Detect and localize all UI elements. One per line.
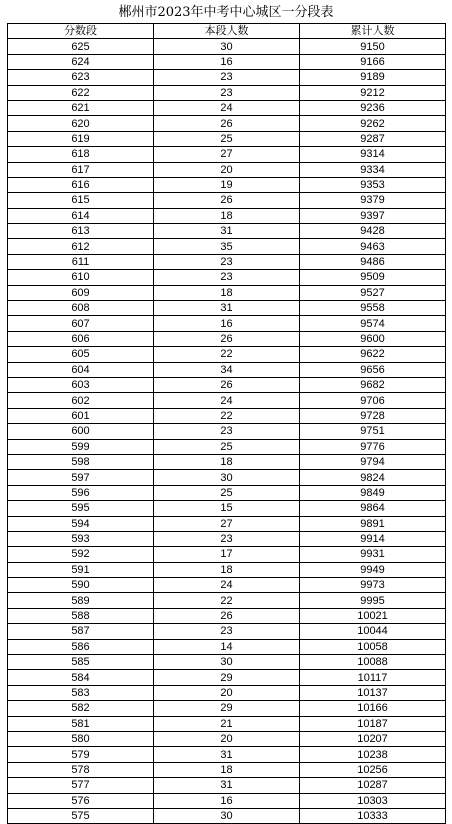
segment-count-cell: 30 bbox=[154, 808, 300, 823]
score-cell: 615 bbox=[8, 193, 154, 208]
cumulative-count-cell: 10256 bbox=[300, 762, 446, 777]
segment-count-cell: 31 bbox=[154, 778, 300, 793]
table-row bbox=[8, 362, 446, 377]
segment-count-cell: 23 bbox=[154, 254, 300, 269]
segment-count-cell: 22 bbox=[154, 408, 300, 423]
score-cell: 608 bbox=[8, 301, 154, 316]
table-row bbox=[8, 316, 446, 331]
segment-count-cell: 30 bbox=[154, 39, 300, 54]
cumulative-count-cell: 10117 bbox=[300, 670, 446, 685]
table-row bbox=[8, 670, 446, 685]
table-row bbox=[8, 454, 446, 469]
cumulative-count-cell: 10187 bbox=[300, 716, 446, 731]
score-cell: 610 bbox=[8, 270, 154, 285]
segment-count-cell: 26 bbox=[154, 377, 300, 392]
segment-count-cell: 31 bbox=[154, 747, 300, 762]
table-row bbox=[8, 131, 446, 146]
score-cell: 591 bbox=[8, 562, 154, 577]
score-cell: 588 bbox=[8, 608, 154, 623]
segment-count-cell: 24 bbox=[154, 578, 300, 593]
segment-count-cell: 24 bbox=[154, 100, 300, 115]
table-row bbox=[8, 547, 446, 562]
score-cell: 597 bbox=[8, 470, 154, 485]
cumulative-count-cell: 9353 bbox=[300, 177, 446, 192]
cumulative-count-cell: 9574 bbox=[300, 316, 446, 331]
score-cell: 617 bbox=[8, 162, 154, 177]
segment-count-cell: 23 bbox=[154, 70, 300, 85]
score-cell: 579 bbox=[8, 747, 154, 762]
segment-count-cell: 20 bbox=[154, 731, 300, 746]
table-row bbox=[8, 224, 446, 239]
score-cell: 623 bbox=[8, 70, 154, 85]
cumulative-count-cell: 9314 bbox=[300, 147, 446, 162]
cumulative-count-cell: 9236 bbox=[300, 100, 446, 115]
cumulative-count-cell: 10058 bbox=[300, 639, 446, 654]
table-row bbox=[8, 501, 446, 516]
cumulative-count-cell: 10238 bbox=[300, 747, 446, 762]
cumulative-count-cell: 9622 bbox=[300, 347, 446, 362]
segment-count-cell: 31 bbox=[154, 301, 300, 316]
table-row bbox=[8, 762, 446, 777]
score-cell: 611 bbox=[8, 254, 154, 269]
cumulative-count-cell: 9379 bbox=[300, 193, 446, 208]
score-cell: 602 bbox=[8, 393, 154, 408]
table-row bbox=[8, 593, 446, 608]
table-row bbox=[8, 177, 446, 192]
segment-count-cell: 19 bbox=[154, 177, 300, 192]
table-row bbox=[8, 747, 446, 762]
table-row bbox=[8, 485, 446, 500]
score-cell: 586 bbox=[8, 639, 154, 654]
score-cell: 598 bbox=[8, 454, 154, 469]
score-cell: 609 bbox=[8, 285, 154, 300]
header-score-range: 分数段 bbox=[8, 24, 154, 39]
cumulative-count-cell: 9656 bbox=[300, 362, 446, 377]
cumulative-count-cell: 9864 bbox=[300, 501, 446, 516]
segment-count-cell: 16 bbox=[154, 793, 300, 808]
score-cell: 589 bbox=[8, 593, 154, 608]
score-cell: 593 bbox=[8, 531, 154, 546]
table-row bbox=[8, 531, 446, 546]
score-cell: 581 bbox=[8, 716, 154, 731]
score-cell: 577 bbox=[8, 778, 154, 793]
segment-count-cell: 26 bbox=[154, 608, 300, 623]
table-row bbox=[8, 701, 446, 716]
score-cell: 584 bbox=[8, 670, 154, 685]
segment-count-cell: 21 bbox=[154, 716, 300, 731]
cumulative-count-cell: 9212 bbox=[300, 85, 446, 100]
segment-count-cell: 14 bbox=[154, 639, 300, 654]
score-cell: 603 bbox=[8, 377, 154, 392]
segment-count-cell: 34 bbox=[154, 362, 300, 377]
segment-count-cell: 15 bbox=[154, 501, 300, 516]
cumulative-count-cell: 10044 bbox=[300, 624, 446, 639]
segment-count-cell: 20 bbox=[154, 685, 300, 700]
segment-count-cell: 20 bbox=[154, 162, 300, 177]
segment-count-cell: 18 bbox=[154, 562, 300, 577]
score-cell: 600 bbox=[8, 424, 154, 439]
table-row bbox=[8, 393, 446, 408]
table-row bbox=[8, 624, 446, 639]
cumulative-count-cell: 9794 bbox=[300, 454, 446, 469]
table-row bbox=[8, 85, 446, 100]
segment-count-cell: 29 bbox=[154, 670, 300, 685]
cumulative-count-cell: 9995 bbox=[300, 593, 446, 608]
cumulative-count-cell: 10137 bbox=[300, 685, 446, 700]
table-row bbox=[8, 685, 446, 700]
table-row bbox=[8, 270, 446, 285]
score-cell: 612 bbox=[8, 239, 154, 254]
header-cumulative-count: 累计人数 bbox=[300, 24, 446, 39]
score-cell: 607 bbox=[8, 316, 154, 331]
segment-count-cell: 27 bbox=[154, 516, 300, 531]
score-cell: 619 bbox=[8, 131, 154, 146]
cumulative-count-cell: 9463 bbox=[300, 239, 446, 254]
table-row bbox=[8, 716, 446, 731]
score-cell: 625 bbox=[8, 39, 154, 54]
score-cell: 594 bbox=[8, 516, 154, 531]
cumulative-count-cell: 9891 bbox=[300, 516, 446, 531]
segment-count-cell: 17 bbox=[154, 547, 300, 562]
segment-count-cell: 26 bbox=[154, 116, 300, 131]
segment-count-cell: 16 bbox=[154, 54, 300, 69]
score-cell: 590 bbox=[8, 578, 154, 593]
table-row bbox=[8, 470, 446, 485]
cumulative-count-cell: 9397 bbox=[300, 208, 446, 223]
segment-count-cell: 23 bbox=[154, 624, 300, 639]
segment-count-cell: 30 bbox=[154, 655, 300, 670]
cumulative-count-cell: 10207 bbox=[300, 731, 446, 746]
table-row bbox=[8, 808, 446, 823]
cumulative-count-cell: 9287 bbox=[300, 131, 446, 146]
table-row bbox=[8, 162, 446, 177]
cumulative-count-cell: 9150 bbox=[300, 39, 446, 54]
cumulative-count-cell: 9334 bbox=[300, 162, 446, 177]
segment-count-cell: 35 bbox=[154, 239, 300, 254]
table-row bbox=[8, 239, 446, 254]
score-cell: 578 bbox=[8, 762, 154, 777]
cumulative-count-cell: 9189 bbox=[300, 70, 446, 85]
table-row bbox=[8, 639, 446, 654]
table-row bbox=[8, 147, 446, 162]
table-row bbox=[8, 655, 446, 670]
table-row bbox=[8, 254, 446, 269]
score-cell: 585 bbox=[8, 655, 154, 670]
header-segment-count: 本段人数 bbox=[154, 24, 300, 39]
score-cell: 587 bbox=[8, 624, 154, 639]
table-row bbox=[8, 377, 446, 392]
cumulative-count-cell: 9706 bbox=[300, 393, 446, 408]
table-row bbox=[8, 347, 446, 362]
table-row bbox=[8, 39, 446, 54]
segment-count-cell: 23 bbox=[154, 424, 300, 439]
segment-count-cell: 27 bbox=[154, 147, 300, 162]
score-cell: 621 bbox=[8, 100, 154, 115]
segment-count-cell: 23 bbox=[154, 85, 300, 100]
cumulative-count-cell: 9486 bbox=[300, 254, 446, 269]
cumulative-count-cell: 9728 bbox=[300, 408, 446, 423]
segment-count-cell: 31 bbox=[154, 224, 300, 239]
score-cell: 575 bbox=[8, 808, 154, 823]
cumulative-count-cell: 9849 bbox=[300, 485, 446, 500]
table-row bbox=[8, 562, 446, 577]
score-cell: 583 bbox=[8, 685, 154, 700]
segment-count-cell: 18 bbox=[154, 454, 300, 469]
cumulative-count-cell: 10303 bbox=[300, 793, 446, 808]
score-cell: 604 bbox=[8, 362, 154, 377]
cumulative-count-cell: 9949 bbox=[300, 562, 446, 577]
table-row bbox=[8, 516, 446, 531]
score-cell: 582 bbox=[8, 701, 154, 716]
table-row bbox=[8, 578, 446, 593]
table-row bbox=[8, 208, 446, 223]
segment-count-cell: 29 bbox=[154, 701, 300, 716]
table-row bbox=[8, 301, 446, 316]
score-cell: 576 bbox=[8, 793, 154, 808]
score-table bbox=[7, 23, 446, 824]
table-row bbox=[8, 116, 446, 131]
table-row bbox=[8, 731, 446, 746]
segment-count-cell: 18 bbox=[154, 762, 300, 777]
cumulative-count-cell: 10088 bbox=[300, 655, 446, 670]
segment-count-cell: 24 bbox=[154, 393, 300, 408]
table-row bbox=[8, 100, 446, 115]
segment-count-cell: 23 bbox=[154, 531, 300, 546]
table-row bbox=[8, 424, 446, 439]
table-row bbox=[8, 608, 446, 623]
score-cell: 580 bbox=[8, 731, 154, 746]
segment-count-cell: 25 bbox=[154, 439, 300, 454]
segment-count-cell: 23 bbox=[154, 270, 300, 285]
score-cell: 592 bbox=[8, 547, 154, 562]
document-title: 郴州市2023年中考中心城区一分段表 bbox=[118, 5, 334, 20]
score-cell: 599 bbox=[8, 439, 154, 454]
table-row bbox=[8, 285, 446, 300]
table-header-row bbox=[8, 24, 446, 39]
cumulative-count-cell: 9931 bbox=[300, 547, 446, 562]
cumulative-count-cell: 9428 bbox=[300, 224, 446, 239]
cumulative-count-cell: 9527 bbox=[300, 285, 446, 300]
table-row bbox=[8, 793, 446, 808]
cumulative-count-cell: 10333 bbox=[300, 808, 446, 823]
segment-count-cell: 22 bbox=[154, 593, 300, 608]
cumulative-count-cell: 9166 bbox=[300, 54, 446, 69]
score-cell: 614 bbox=[8, 208, 154, 223]
score-cell: 616 bbox=[8, 177, 154, 192]
cumulative-count-cell: 9973 bbox=[300, 578, 446, 593]
score-cell: 601 bbox=[8, 408, 154, 423]
table-row bbox=[8, 331, 446, 346]
cumulative-count-cell: 9824 bbox=[300, 470, 446, 485]
score-cell: 595 bbox=[8, 501, 154, 516]
score-cell: 613 bbox=[8, 224, 154, 239]
table-row bbox=[8, 439, 446, 454]
score-cell: 605 bbox=[8, 347, 154, 362]
cumulative-count-cell: 9776 bbox=[300, 439, 446, 454]
table-row bbox=[8, 193, 446, 208]
cumulative-count-cell: 10287 bbox=[300, 778, 446, 793]
cumulative-count-cell: 9914 bbox=[300, 531, 446, 546]
table-row bbox=[8, 408, 446, 423]
table-row bbox=[8, 70, 446, 85]
table-row bbox=[8, 54, 446, 69]
score-cell: 596 bbox=[8, 485, 154, 500]
cumulative-count-cell: 10021 bbox=[300, 608, 446, 623]
cumulative-count-cell: 9509 bbox=[300, 270, 446, 285]
segment-count-cell: 25 bbox=[154, 485, 300, 500]
segment-count-cell: 26 bbox=[154, 331, 300, 346]
table-body bbox=[8, 39, 446, 824]
cumulative-count-cell: 9262 bbox=[300, 116, 446, 131]
cumulative-count-cell: 9751 bbox=[300, 424, 446, 439]
cumulative-count-cell: 10166 bbox=[300, 701, 446, 716]
score-cell: 618 bbox=[8, 147, 154, 162]
segment-count-cell: 26 bbox=[154, 193, 300, 208]
segment-count-cell: 22 bbox=[154, 347, 300, 362]
segment-count-cell: 16 bbox=[154, 316, 300, 331]
table-row bbox=[8, 778, 446, 793]
segment-count-cell: 18 bbox=[154, 285, 300, 300]
segment-count-cell: 30 bbox=[154, 470, 300, 485]
cumulative-count-cell: 9600 bbox=[300, 331, 446, 346]
segment-count-cell: 18 bbox=[154, 208, 300, 223]
score-cell: 606 bbox=[8, 331, 154, 346]
cumulative-count-cell: 9682 bbox=[300, 377, 446, 392]
score-cell: 624 bbox=[8, 54, 154, 69]
cumulative-count-cell: 9558 bbox=[300, 301, 446, 316]
score-cell: 622 bbox=[8, 85, 154, 100]
segment-count-cell: 25 bbox=[154, 131, 300, 146]
score-cell: 620 bbox=[8, 116, 154, 131]
